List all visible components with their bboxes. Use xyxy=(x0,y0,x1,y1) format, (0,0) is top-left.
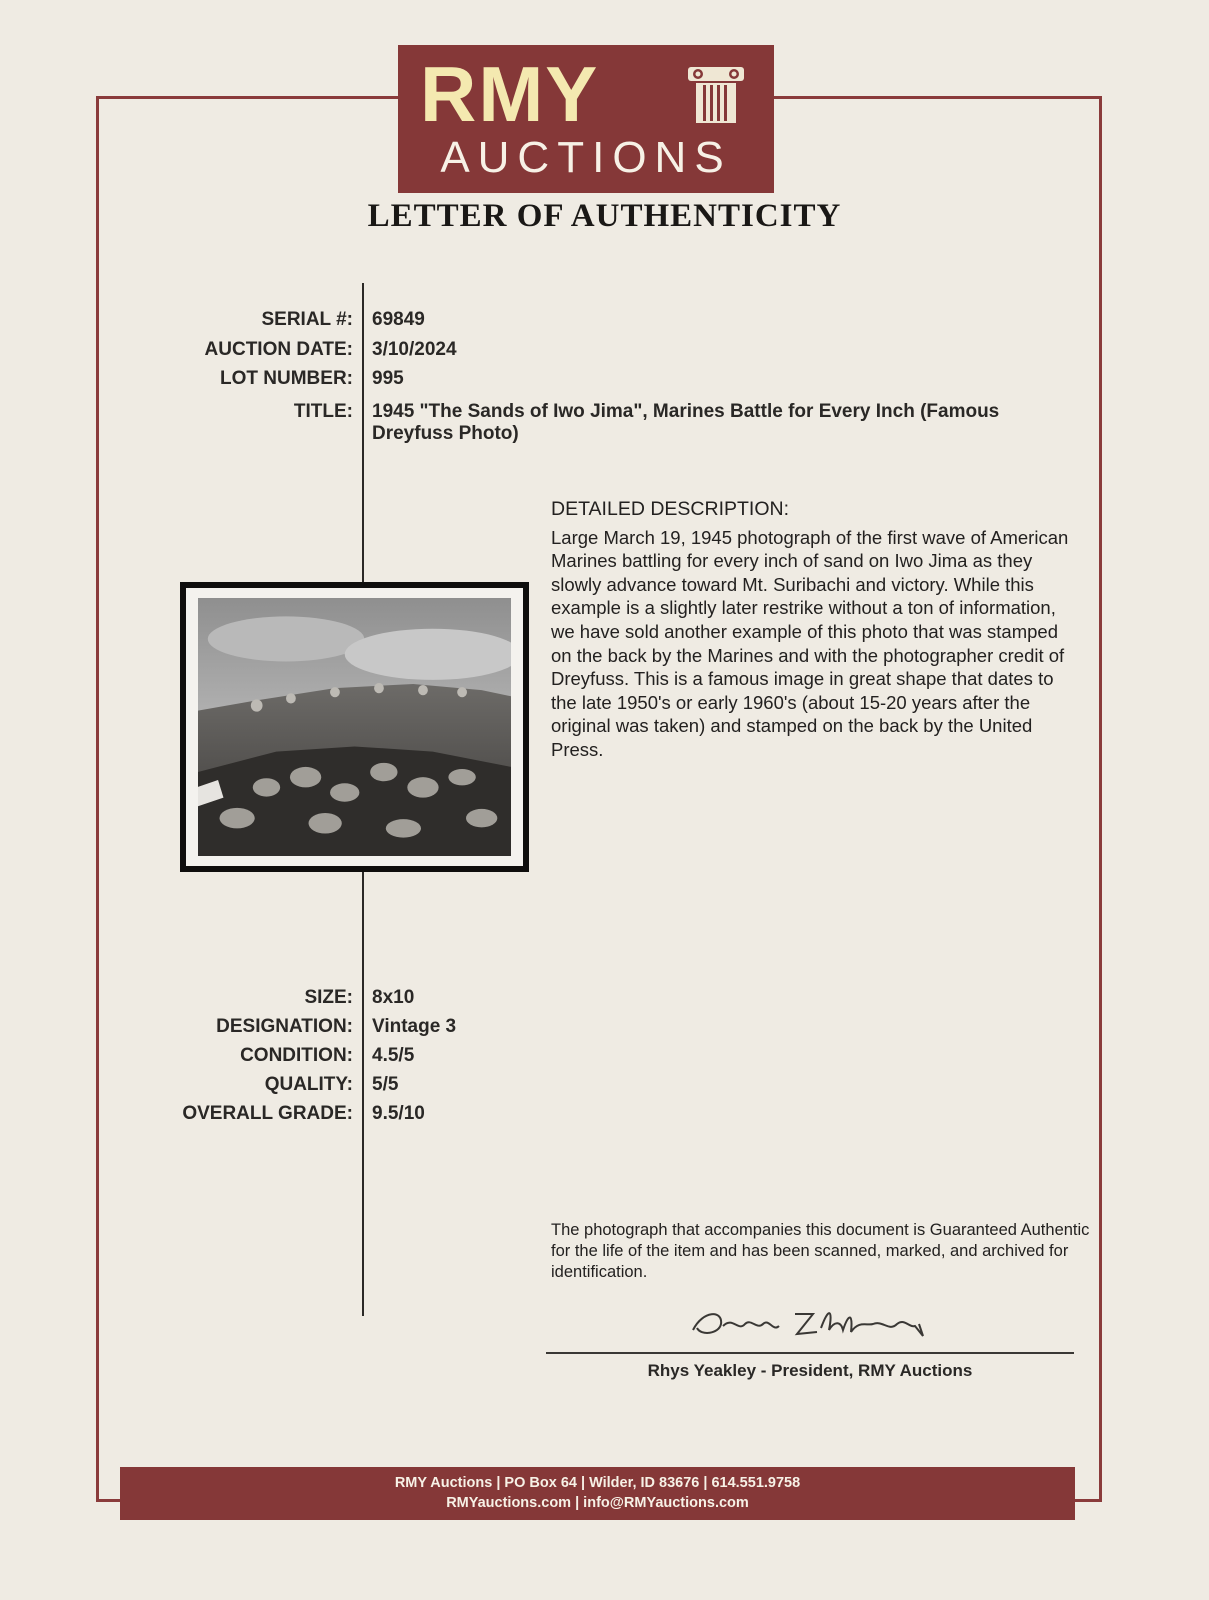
field-label: AUCTION DATE: xyxy=(204,339,353,360)
field-value: 69849 xyxy=(372,309,425,330)
column-icon xyxy=(686,65,746,127)
field-label: LOT NUMBER: xyxy=(220,368,353,389)
photo-mat xyxy=(186,588,523,866)
description-text: Large March 19, 1945 photograph of the first wave of American Marines battling for every inch of sand on Iwo Jima as they slowly advance toward Mt. Suribachi and victory. While this example is a slightly later restrike without a ton of information, we have sold another example of this photo that was stamped on the back by the Marines and with the photographer credit of Dreyfuss. This is a famous image in great shape that dates to the late 1950's or early 1960's (about 15-20 years after the original was taken) and stamped on the back by the United Press. xyxy=(551,526,1069,760)
signature-line xyxy=(546,1352,1074,1354)
field-value: 3/10/2024 xyxy=(372,339,457,360)
description-heading: DETAILED DESCRIPTION: xyxy=(551,498,790,520)
field-label: OVERALL GRADE: xyxy=(182,1103,353,1124)
logo-brand: RMY xyxy=(420,50,600,138)
field-value: 995 xyxy=(372,368,404,389)
guarantee-statement: The photograph that accompanies this document is Guaranteed Authentic for the life of the item and has been scanned, marked, and archived for identification. xyxy=(551,1221,1090,1281)
footer-address: RMY Auctions | PO Box 64 | Wilder, ID 83676 | 614.551.9758 xyxy=(394,1475,801,1491)
field-value: Vintage 3 xyxy=(372,1016,457,1037)
field-value: 9.5/10 xyxy=(372,1103,425,1124)
field-value: 1945 "The Sands of Iwo Jima", Marines Battle for Every Inch (Famous Dreyfuss Photo) xyxy=(372,401,1000,444)
field-value: 4.5/5 xyxy=(372,1045,415,1066)
field-value: 8x10 xyxy=(372,987,415,1008)
field-value: 5/5 xyxy=(372,1074,399,1095)
field-label: TITLE: xyxy=(293,401,353,422)
rmy-auctions-logo xyxy=(398,45,774,193)
signer-name: Rhys Yeakley - President, RMY Auctions xyxy=(647,1361,973,1380)
footer-banner xyxy=(120,1467,1075,1520)
divider-line-bottom xyxy=(362,872,364,1316)
logo-subtitle: AUCTIONS xyxy=(440,133,732,182)
lot-photo xyxy=(198,598,511,856)
handwritten-signature xyxy=(683,1302,943,1344)
field-label: SIZE: xyxy=(304,987,353,1008)
lot-photo-frame xyxy=(180,582,529,872)
detailed-description xyxy=(551,498,1081,762)
document-title: LETTER OF AUTHENTICITY xyxy=(367,198,842,234)
divider-line-top xyxy=(362,283,364,585)
field-label: CONDITION: xyxy=(240,1045,353,1066)
field-label: DESIGNATION: xyxy=(216,1016,353,1037)
field-label: QUALITY: xyxy=(264,1074,353,1095)
footer-contact: RMYauctions.com | info@RMYauctions.com xyxy=(446,1495,749,1511)
field-label: SERIAL #: xyxy=(261,309,353,330)
